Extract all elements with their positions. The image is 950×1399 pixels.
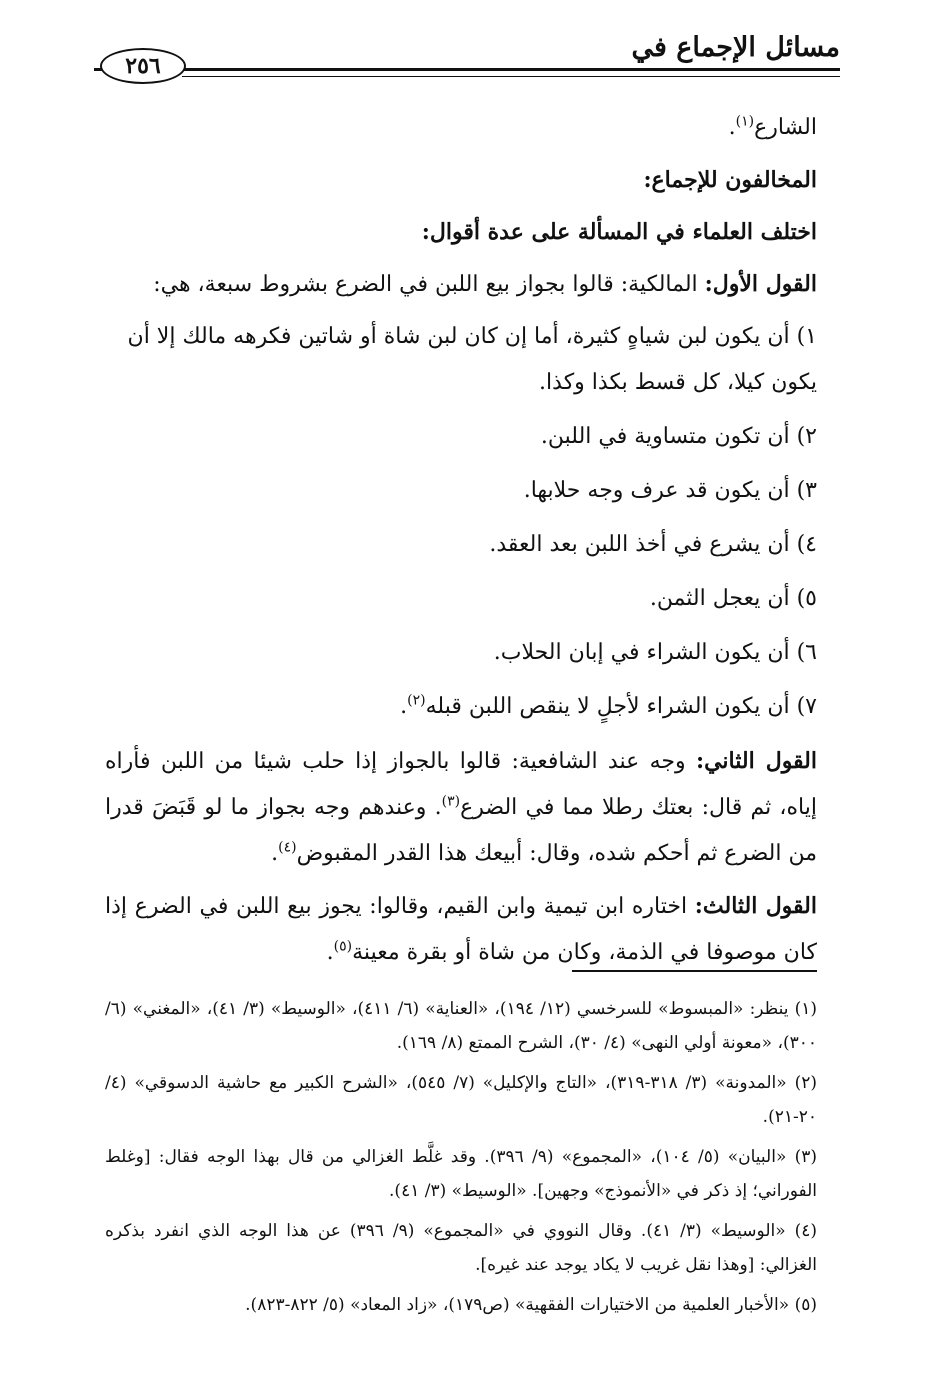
opinion-text: اختاره ابن تيمية وابن القيم، وقالوا: يجوز بيع اللبن في الضرع إذا كان موصوفا في الذمة، وكان من شاة أو بقرة معينة — [105, 894, 817, 965]
condition-item — [105, 684, 817, 730]
footnote-separator — [572, 970, 817, 972]
opinion-one — [105, 261, 817, 308]
page-number: ٢٥٦ — [100, 48, 186, 84]
condition-item: ٦) أن يكون الشراء في إبان الحلاب. — [493, 640, 817, 665]
condition-text: . — [400, 694, 408, 719]
condition-item: ٣) أن يكون قد عرف وجه حلابها. — [523, 478, 817, 503]
footnote-ref[interactable]: (٤) — [278, 839, 297, 856]
header-rule-thick — [182, 68, 840, 71]
footnote: (٢) «المدونة» (٣/ ٣١٨-٣١٩)، «التاج والإكليل» (٧/ ٥٤٥)، «الشرح الكبير مع حاشية الدسوقي» (٤/ ٢٠-٢١). — [105, 1073, 818, 1127]
condition-text: ٧) أن يكون الشراء لأجلٍ لا ينقص اللبن قبله — [425, 694, 817, 719]
footnote-ref[interactable]: (٣) — [441, 793, 461, 810]
section-heading-opinions: اختلف العلماء في المسألة على عدة أقوال: — [421, 219, 817, 245]
footnote-ref[interactable]: (٢) — [407, 692, 426, 709]
paragraph-text: الشارع — [754, 115, 817, 140]
opinion-two — [105, 738, 817, 877]
opinion-label: القول الثاني: — [695, 748, 817, 774]
opinion-text: المالكية: قالوا بجواز بيع اللبن في الضرع بشروط سبعة، هي: — [153, 272, 705, 297]
footnote: (١) ينظر: «المبسوط» للسرخسي (١٢/ ١٩٤)، «العناية» (٦/ ٤١١)، «الوسيط» (٣/ ٤١)، «المغني» (٦/ ٣٠٠)، «معونة أولي النهى» (٤/ ٣٠)، الشرح الممتع (٨/ ١٦٩). — [105, 999, 818, 1053]
opinion-text: . وعندهم وجه بجواز ما لو قَبَضَ قدرا من الضرع ثم أحكم شده، وقال: أبيعك هذا القدر المقبوض — [105, 795, 817, 866]
continued-paragraph — [105, 105, 817, 151]
page-header — [100, 18, 840, 78]
opinion-text: . — [271, 841, 279, 866]
footnotes — [105, 992, 817, 1328]
footnote: (٣) «البيان» (٥/ ١٠٤)، «المجموع» (٩/ ٣٩٦). وقد غلَّط الغزالي من قال بهذا الوجه فقال: [وغلط الفوراني؛ إذ ذكر في «الأنموذج» وجهين]. «الوسيط» (٣/ ٤١). — [105, 1147, 817, 1201]
opinion-label: القول الثالث: — [694, 893, 817, 919]
footnote-ref[interactable]: (٥) — [333, 938, 353, 955]
opinion-text: وجه عند الشافعية: قالوا بالجواز إذا حلب شيئا من اللبن فأراه إياه، ثم قال: بعتك رطلا مما في الضرع — [105, 749, 817, 820]
footnote-ref[interactable]: (١) — [735, 113, 755, 130]
opinion-text: . — [326, 940, 334, 965]
section-heading-opponents: المخالفون للإجماع: — [643, 167, 817, 193]
condition-item: ٤) أن يشرع في أخذ اللبن بعد العقد. — [489, 532, 817, 557]
opinion-label: القول الأول: — [704, 271, 817, 297]
condition-item: ١) أن يكون لبن شياهٍ كثيرة، أما إن كان لبن شاة أو شاتين فكرهه مالك إلا أن يكون كيلا، كل قسط بكذا وكذا. — [127, 324, 817, 395]
paragraph-text: . — [728, 115, 736, 140]
condition-item: ٢) أن تكون متساوية في اللبن. — [540, 424, 817, 449]
main-text — [105, 105, 817, 982]
header-rule-thin — [182, 76, 840, 77]
footnote: (٤) «الوسيط» (٣/ ٤١). وقال النووي في «المجموع» (٩/ ٣٩٦) عن هذا الوجه الذي انفرد بذكره الغزالي: [وهذا نقل غريب لا يكاد يوجد عند غيره]. — [105, 1221, 817, 1275]
condition-item: ٥) أن يعجل الثمن. — [649, 586, 817, 611]
running-title: مسائل الإجماع في — [631, 32, 840, 63]
footnote: (٥) «الأخبار العلمية من الاختيارات الفقهية» (ص١٧٩)، «زاد المعاد» (٥/ ٨٢٢-٨٢٣). — [245, 1295, 817, 1315]
opinion-three — [105, 883, 817, 976]
